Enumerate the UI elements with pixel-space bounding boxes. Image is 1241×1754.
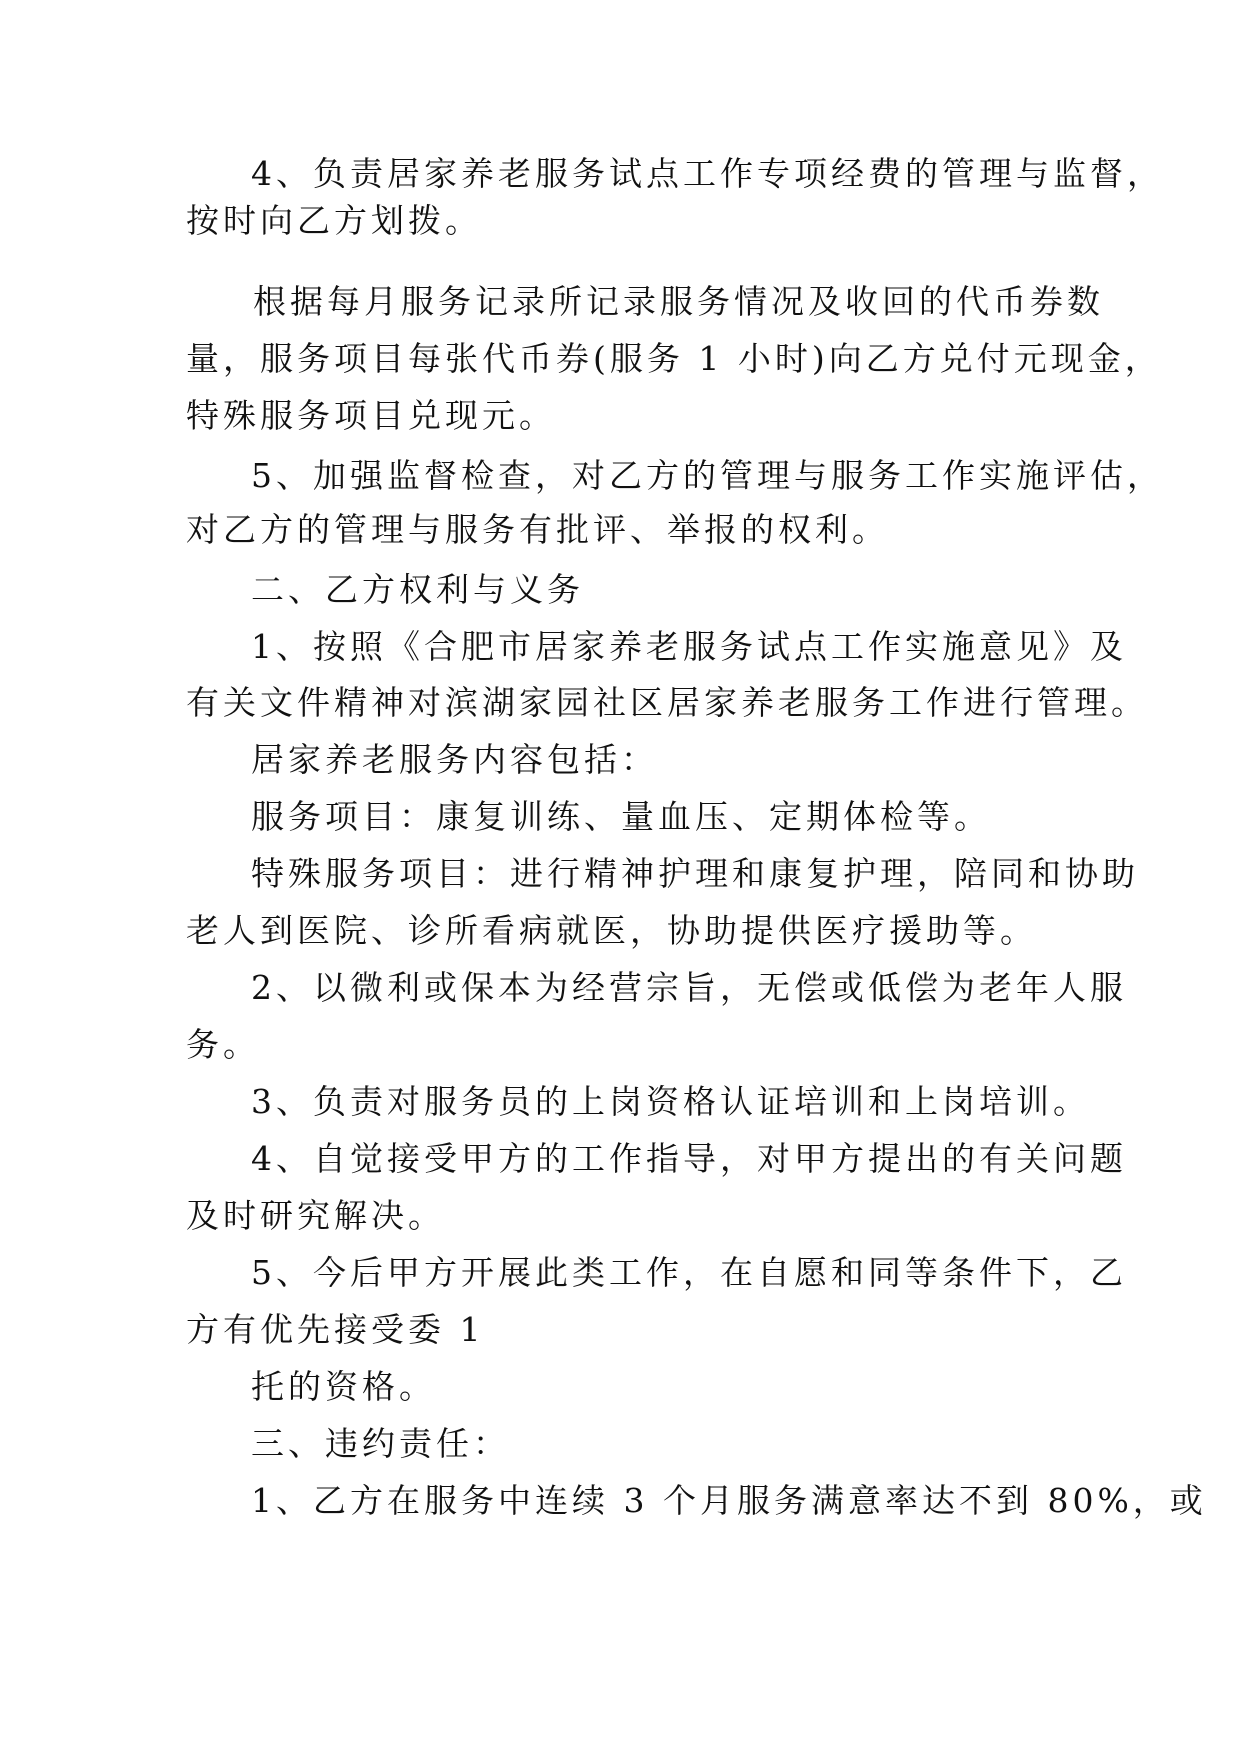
paragraph-line: 1、乙方在服务中连续 3 个月服务满意率达不到 80%，或 [251, 1481, 1207, 1520]
paragraph-line: 老人到医院、诊所看病就医，协助提供医疗援助等。 [186, 911, 1037, 950]
paragraph-line: 根据每月服务记录所记录服务情况及收回的代币券数 [253, 282, 1104, 321]
paragraph-line: 有关文件精神对滨湖家园社区居家养老服务工作进行管理。 [186, 683, 1148, 722]
paragraph-line: 托的资格。 [251, 1367, 436, 1406]
paragraph-line: 4、负责居家养老服务试点工作专项经费的管理与监督， [251, 154, 1164, 193]
paragraph-line: 1、按照《合肥市居家养老服务试点工作实施意见》及 [251, 627, 1127, 666]
paragraph-line: 量，服务项目每张代币券(服务 1 小时)向乙方兑付元现金， [186, 339, 1162, 378]
paragraph-line: 5、今后甲方开展此类工作，在自愿和同等条件下，乙 [251, 1253, 1127, 1292]
paragraph-line: 2、以微利或保本为经营宗旨，无偿或低偿为老年人服 [251, 968, 1127, 1007]
paragraph-line: 3、负责对服务员的上岗资格认证培训和上岗培训。 [251, 1082, 1090, 1121]
paragraph-line: 按时向乙方划拨。 [186, 201, 482, 240]
paragraph-line: 居家养老服务内容包括： [251, 740, 658, 779]
paragraph-line: 服务项目：康复训练、量血压、定期体检等。 [251, 797, 991, 836]
paragraph-line: 特殊服务项目：进行精神护理和康复护理，陪同和协助 [251, 854, 1139, 893]
paragraph-line: 4、自觉接受甲方的工作指导，对甲方提出的有关问题 [251, 1139, 1127, 1178]
paragraph-line: 特殊服务项目兑现元。 [186, 396, 556, 435]
section-heading: 二、乙方权利与义务 [251, 570, 584, 609]
paragraph-line: 对乙方的管理与服务有批评、举报的权利。 [186, 510, 889, 549]
paragraph-line: 及时研究解决。 [186, 1196, 445, 1235]
section-heading: 三、违约责任： [251, 1424, 510, 1463]
paragraph-line: 5、加强监督检查，对乙方的管理与服务工作实施评估， [251, 456, 1164, 495]
paragraph-line: 务。 [186, 1025, 260, 1064]
paragraph-line: 方有优先接受委 1 [186, 1310, 485, 1349]
